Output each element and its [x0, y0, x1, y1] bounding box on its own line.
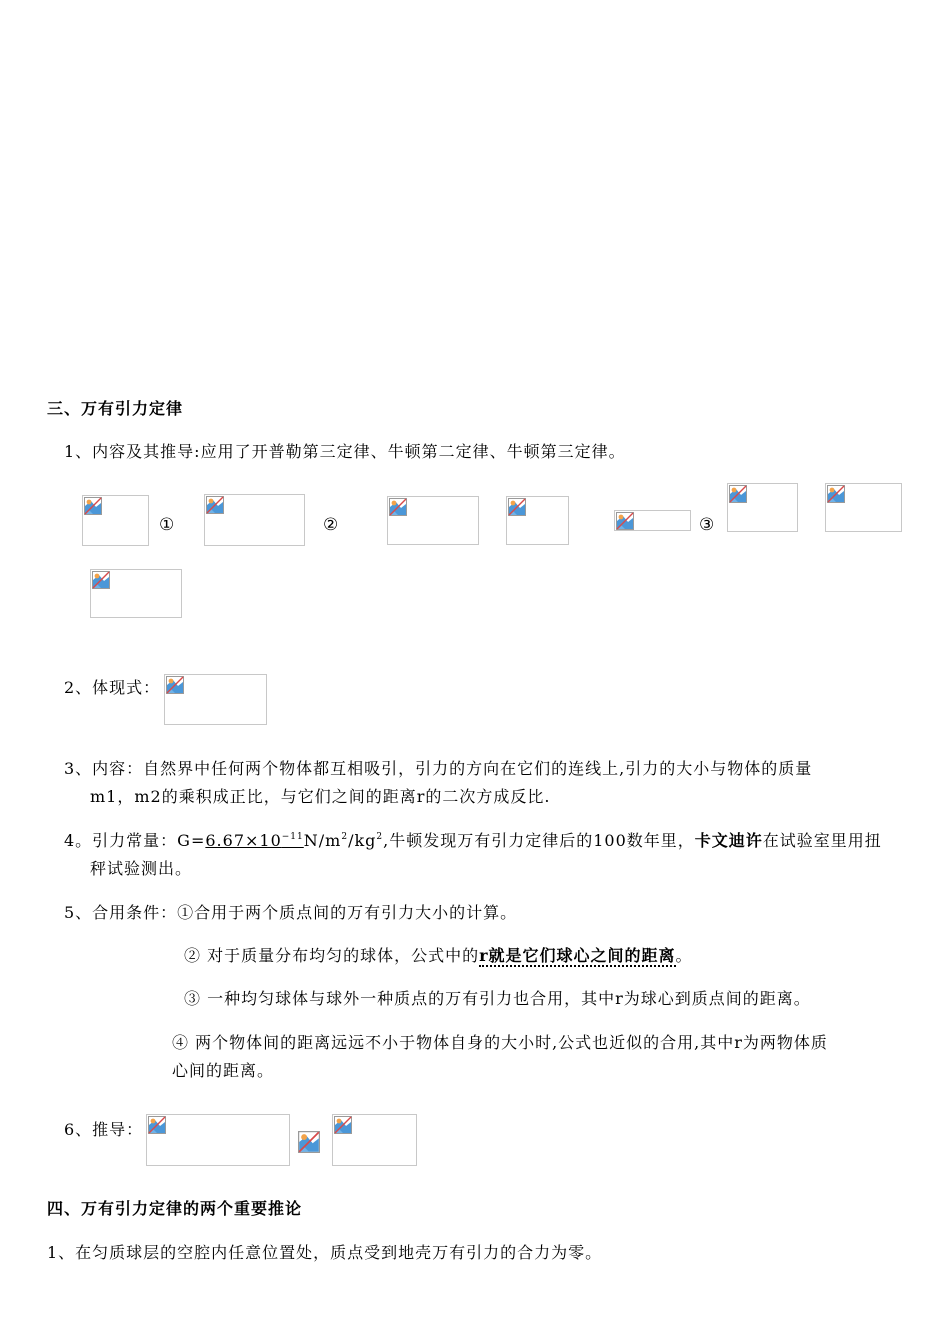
item-2-label: 2、体现式： [64, 678, 161, 697]
item-6-label: 6、推导： [64, 1120, 144, 1139]
item-5-condition-3: ③ 一种均匀球体与球外一种质点的万有引力也合用，其中r为球心到质点间的距离。 [184, 989, 811, 1008]
item-1-text: 1、内容及其推导:应用了开普勒第三定律、牛顿第二定律、牛顿第三定律。 [64, 442, 626, 461]
item-5-condition-4-line-1: ④ 两个物体间的距离远远不小于物体自身的大小时,公式也近似的合用,其中r为两物体质 [172, 1033, 828, 1052]
broken-image-icon [508, 498, 526, 516]
formula-image [727, 483, 798, 532]
item-5-condition-4-line-2: 心间的距离。 [172, 1061, 275, 1080]
marker-3: ③ [699, 515, 715, 535]
broken-image-icon [334, 1116, 352, 1134]
broken-image-icon [827, 485, 845, 503]
formula-image [90, 569, 182, 618]
formula-image [332, 1114, 417, 1166]
broken-image-icon [148, 1116, 166, 1134]
marker-1: ① [159, 515, 175, 535]
item-3-line-1: 3、内容：自然界中任何两个物体都互相吸引，引力的方向在它们的连线上,引力的大小与物体的质量 [64, 759, 813, 778]
gravitational-constant-value: $6.67\times 10^{-11}$ [205, 831, 304, 850]
emphasized-distance-text: r就是它们球心之间的距离 [479, 946, 676, 965]
broken-image-icon [389, 498, 407, 516]
broken-image-icon [616, 512, 634, 530]
formula-image [82, 495, 149, 546]
broken-image-icon [84, 497, 102, 515]
broken-image-icon [298, 1131, 320, 1153]
section-3-heading: 三、万有引力定律 [47, 399, 184, 418]
formula-image [298, 1131, 320, 1153]
formula-image [614, 510, 691, 531]
broken-image-icon [92, 571, 110, 589]
formula-image [387, 496, 479, 545]
formula-image [204, 494, 305, 546]
formula-image [825, 483, 902, 532]
item-4-line-1: 4。引力常量：$G=6.67\times 10^{-11}N/m^2/kg^2$,牛顿发现万有引力定律后的100数年里，卡文迪许在试验室里用扭 [64, 831, 882, 850]
broken-image-icon [206, 496, 224, 514]
section-4-item-1: 1、在匀质球层的空腔内任意位置处，质点受到地壳万有引力的合力为零。 [47, 1243, 603, 1262]
item-4-prefix: 4。引力常量：G= [64, 831, 206, 850]
formula-image [506, 496, 569, 545]
cavendish-name: 卡文迪许 [694, 831, 763, 850]
item-3-line-2: m1，m2的乘积成正比，与它们之间的距离r的二次方成反比. [90, 787, 551, 806]
item-5-condition-2: ② 对于质量分布均匀的球体，公式中的r就是它们球心之间的距离。 [184, 946, 693, 965]
broken-image-icon [166, 676, 184, 694]
formula-image [146, 1114, 290, 1166]
section-4-heading: 四、万有引力定律的两个重要推论 [47, 1199, 303, 1218]
item-4-line-2: 秤试验测出。 [90, 859, 193, 878]
marker-2: ② [323, 515, 339, 535]
item-5-line-1: 5、合用条件：①合用于两个质点间的万有引力大小的计算。 [64, 903, 518, 922]
formula-image [164, 674, 267, 725]
broken-image-icon [729, 485, 747, 503]
